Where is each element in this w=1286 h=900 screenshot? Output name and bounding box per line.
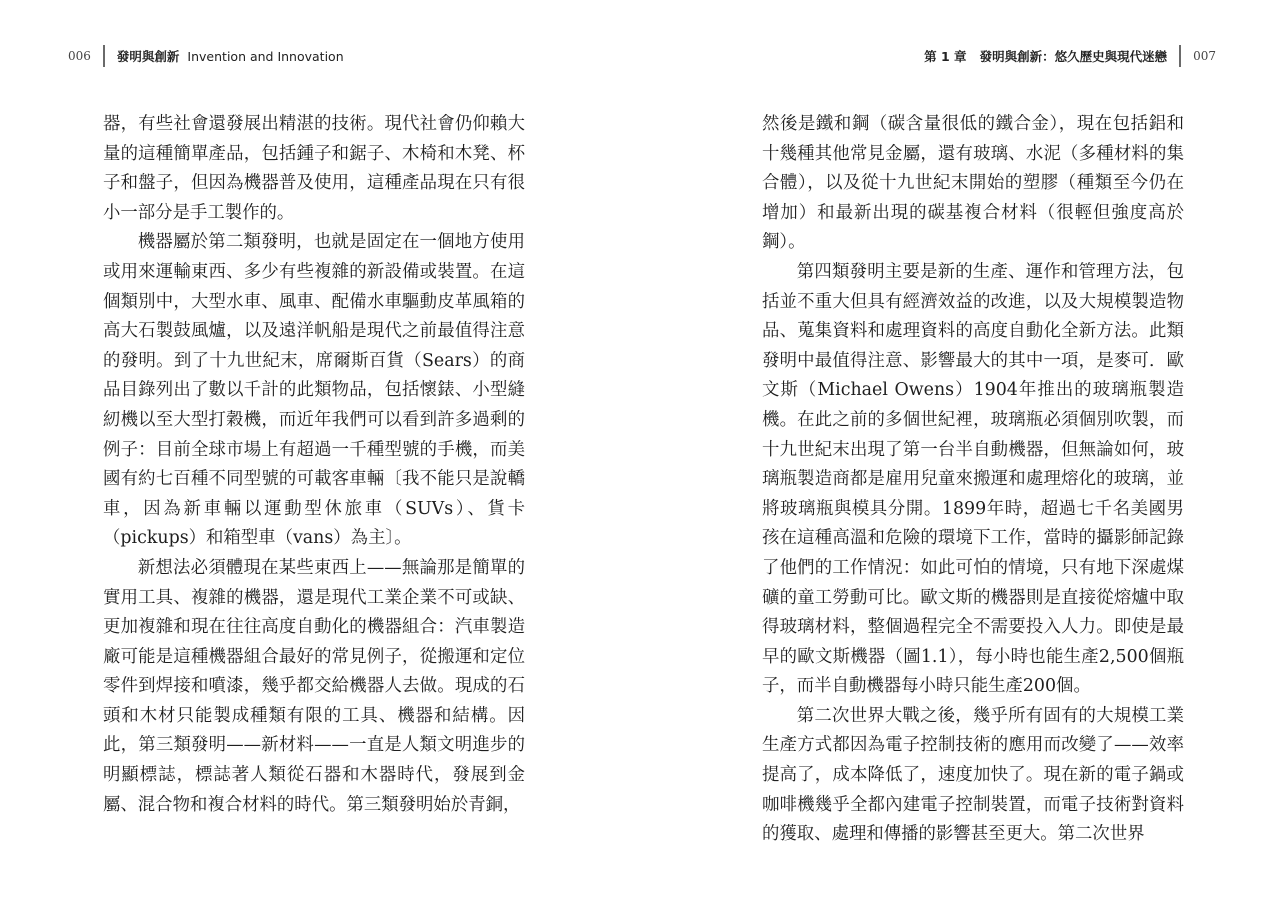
page-number: 006 <box>68 49 91 63</box>
right-page <box>643 0 1286 900</box>
paragraph: 新想法必須體現在某些東西上——無論那是簡單的實用工具、複雜的機器，還是現代工業企業不可或缺、更加複雜和現在往往高度自動化的機器組合：汽車製造廠可能是這種機器組合最好的常見例子，從搬運和定位零件到焊接和噴漆，幾乎都交給機器人去做。現成的石頭和木材只能製成種類有限的工具、機器和結構。因此，第三類發明——新材料——一直是人類文明進步的明顯標誌，標誌著人類從石器和木器時代，發展到金屬、混合物和複合材料的時代。第三類發明始於青銅， <box>103 557 525 815</box>
left-body-text <box>103 110 525 820</box>
book-title <box>117 47 344 65</box>
book-title-en: Invention and Innovation <box>187 49 344 64</box>
paragraph: 器，有些社會還發展出精湛的技術。現代社會仍仰賴大量的這種簡單產品，包括鍾子和鋸子、木椅和木凳、杯子和盤子，但因為機器普及使用，這種產品現在只有很小一部分是手工製作的。 <box>103 114 525 223</box>
book-title-zh: 發明與創新 <box>116 49 180 64</box>
paragraph: 第二次世界大戰之後，幾乎所有固有的大規模工業生產方式都因為電子控制技術的應用而改變了——效率提高了，成本降低了，速度加快了。現在新的電子鍋或咖啡機幾乎全都內建電子控制裝置，而電子技術對資料的獲取、處理和傳播的影響甚至更大。第二次世界 <box>762 705 1184 845</box>
chapter-name: 發明與創新：悠久歷史與現代迷戀 <box>979 49 1168 64</box>
paragraph: 機器屬於第二類發明，也就是固定在一個地方使用或用來運輸東西、多少有些複雜的新設備或裝置。在這個類別中，大型水車、風車、配備水車驅動皮革風箱的高大石製鼓風爐，以及遠洋帆船是現代之前最值得注意的發明。到了十九世紀末，席爾斯百貨（Sears）的商品目錄列出了數以千計的此類物品，包括懷錶、小型縫紉機以至大型打穀機，而近年我們可以看到許多過剩的例子：目前全球市場上有超過一千種型號的手機，而美國有約七百種不同型號的可載客車輛〔我不能只是說轎車，因為新車輛以運動型休旅車（SUVs）、貨卡（pickups）和箱型車（vans）為主〕。 <box>103 232 525 549</box>
right-running-header <box>924 44 1216 68</box>
chapter-number: 第 1 章 <box>924 49 967 64</box>
chapter-title <box>924 47 1167 65</box>
left-running-header <box>68 44 344 68</box>
header-separator <box>1179 45 1181 67</box>
paragraph: 第四類發明主要是新的生產、運作和管理方法，包括並不重大但具有經濟效益的改進，以及大規模製造物品、蒐集資料和處理資料的高度自動化全新方法。此類發明中最值得注意、影響最大的其中一項，是麥可．歐文斯（Michael Owens）1904年推出的玻璃瓶製造機。在此之前的多個世紀裡，玻璃瓶必須個別吹製，而十九世紀末出現了第一台半自動機器，但無論如何，玻璃瓶製造商都是雇用兒童來搬運和處理熔化的玻璃，並將玻璃瓶與模具分開。1899年時，超過七千名美國男孩在這種高溫和危險的環境下工作，當時的攝影師記錄了他們的工作情況：如此可怕的情境，只有地下深處煤礦的童工勞動可比。歐文斯的機器則是直接從熔爐中取得玻璃材料，整個過程完全不需要投入人力。即使是最早的歐文斯機器（圖1.1），每小時也能生產2,500個瓶子，而半自動機器每小時只能生產200個。 <box>762 261 1184 697</box>
page-number: 007 <box>1193 49 1216 63</box>
header-separator <box>103 45 105 67</box>
right-body-text <box>762 110 1184 850</box>
paragraph: 然後是鐵和鋼（碳含量很低的鐵合金），現在包括鋁和十幾種其他常見金屬，還有玻璃、水泥（多種材料的集合體），以及從十九世紀末開始的塑膠（種類至今仍在增加）和最新出現的碳基複合材料（很輕但強度高於鋼）。 <box>762 114 1184 253</box>
